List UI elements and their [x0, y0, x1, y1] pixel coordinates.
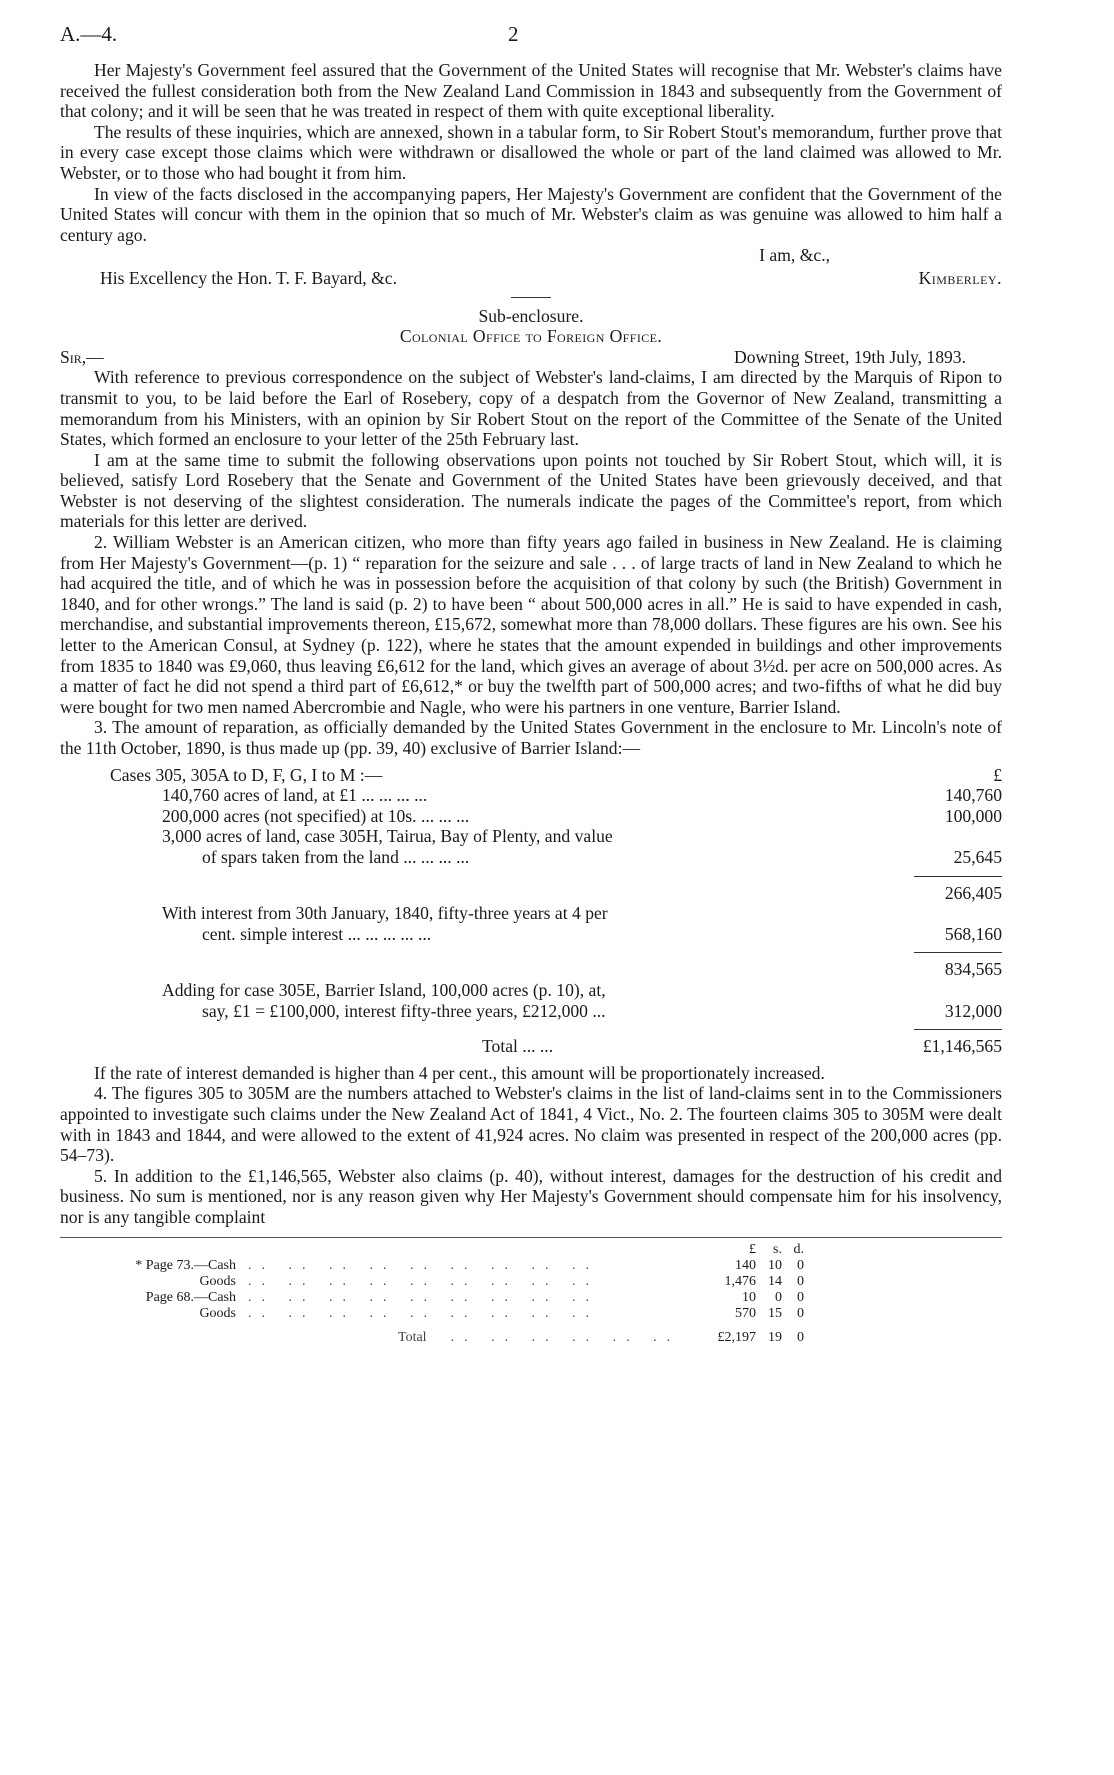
footnote-total-label-text: Total — [398, 1330, 427, 1346]
letter-body — [60, 60, 1002, 1227]
currency-symbol: £ — [993, 764, 1002, 785]
item-description: 140,760 acres of land, at £1 ... ... ... ... — [162, 785, 428, 806]
paragraph: Her Majesty's Government feel assured that the Government of the United States will recognise that Mr. Webster's claims have received the fullest consideration both from the New Zealand Land Commission in 1843 and subsequently from the Government of that colony; and it will be seen that he was treated in respect of them with quite exceptional liberality. — [60, 60, 1002, 122]
table-row — [110, 876, 1002, 903]
item-amount: 100,000 — [944, 805, 1002, 826]
valediction — [60, 245, 1002, 266]
pounds-header: £ — [749, 1242, 756, 1258]
item-description: 3,000 acres of land, case 305H, Tairua, Bay of Plenty, and value — [162, 826, 613, 847]
table-row — [110, 924, 1002, 945]
empty-cell — [914, 903, 1002, 924]
table-row — [110, 903, 1002, 924]
salutation: Sir,— — [60, 346, 104, 367]
salutation-row — [60, 347, 1002, 368]
table-row — [110, 1001, 1002, 1022]
reparation-account-table — [110, 765, 1002, 1057]
paragraph: 2. William Webster is an American citizen, who more than fifty years ago failed in business in New Zealand. He is claiming from Her Majesty's Government—(p. 1) “ reparation for the seizure and sale . . . of large tracts of land in New Zealand to which he had acquired the title, and of which he was in possession before the acquisition of that colony by such (the British) Government in 1840, and for other wrongs.” The land is said (p. 2) to have been “ about 500,000 acres in all.” He is said to have expended in cash, merchandise, and substantial improvements thereon, £15,672, somewhat more than 78,000 dollars. These figures are his own. See his letter to the American Consul, at Sydney (p. 122), where he states that the amount expended in buildings and other improvements from 1835 to 1840 was £9,060, thus leaving £6,612 for the land, which gives an average of about 3½d. per acre on 500,000 acres. As a matter of fact he did not spend a third part of £6,612,* or buy the twelfth part of 500,000 acres; and two-fifths of what he did buy were bought for two men named Abercrombie and Nagle, who were his partners in one venture, Barrier Island. — [60, 532, 1002, 717]
total-pence: 0 — [797, 1330, 804, 1346]
footnote-divider — [60, 1237, 1002, 1238]
empty-cell — [120, 1242, 248, 1258]
table-row — [110, 806, 1002, 827]
paragraph: In view of the facts disclosed in the accompanying papers, Her Majesty's Government are confident that the Government of the United States will concur with them in the opinion that so much of Mr. Webster's claim as was genuine was allowed to him half a century ago. — [60, 183, 1002, 245]
table-row — [110, 1030, 1002, 1057]
table-row — [120, 1274, 804, 1290]
subenclosure-title: Sub-enclosure. — [478, 305, 584, 326]
item-description: 200,000 acres (not specified) at 10s. ... ... ... — [162, 805, 470, 826]
total-amount: £1,146,565 — [914, 1030, 1002, 1057]
pence-value: 0 — [797, 1274, 804, 1290]
leader-dots: .. .. .. .. .. .. — [450, 1330, 681, 1346]
paragraph: 4. The figures 305 to 305M are the numbers attached to Webster's claims in the list of land-claims sent in to the Commissioners appointed to investigate such claims under the New Zealand Act of 1841, 4 Vict., No. 2. The fourteen claims 305 to 305M were dealt with in 1843 and 1844, and were allowed to the extent of 41,924 acres. No claim was presented in respect of the 200,000 acres (pp. 54–73). — [60, 1083, 1002, 1166]
leader-dots: .. .. .. .. .. .. .. .. .. — [248, 1274, 599, 1290]
item-amount: 140,760 — [944, 785, 1002, 806]
total-pounds: £2,197 — [717, 1330, 756, 1346]
footnote-label: * Page 73.—Cash — [135, 1258, 236, 1274]
shillings-header: s. — [773, 1242, 782, 1258]
empty-cell — [248, 1242, 708, 1258]
item-description: With interest from 30th January, 1840, fifty-three years at 4 per — [162, 903, 608, 924]
table-row — [110, 785, 1002, 806]
account-heading: Cases 305, 305A to D, F, G, I to M :— — [110, 764, 383, 785]
total-shillings: 19 — [768, 1330, 782, 1346]
page-number: 2 — [508, 22, 519, 46]
paragraph: I am at the same time to submit the following observations upon points not touched by Sir Robert Stout, which will, it is believed, satisfy Lord Rosebery that the Senate and Government of the United States have been grievously deceived, and that Webster is not deserving of the slightest consideration. The numerals indicate the pages of the Committee's report, from which materials for this letter are derived. — [60, 449, 1002, 532]
table-row — [110, 847, 1002, 868]
shillings-value: 10 — [768, 1258, 782, 1274]
footnote-total-label — [120, 1322, 248, 1346]
footnote-total-dots-cell — [248, 1322, 708, 1346]
pence-header: d. — [793, 1242, 804, 1258]
item-description: say, £1 = £100,000, interest fifty-three years, £212,000 ... — [202, 1000, 606, 1021]
table-row — [120, 1306, 804, 1322]
signature: Kimberley. — [918, 267, 1002, 288]
table-row — [110, 980, 1002, 1001]
shillings-value: 14 — [768, 1274, 782, 1290]
item-amount: 312,000 — [944, 1000, 1002, 1021]
footnote-label: Goods — [199, 1306, 236, 1322]
running-head — [60, 0, 1002, 60]
total-label: Total ... ... — [482, 1036, 554, 1057]
leader-dots: .. .. .. .. .. .. .. .. .. — [248, 1306, 599, 1322]
table-row — [110, 826, 1002, 847]
pounds-value: 570 — [735, 1306, 756, 1322]
valediction-text: I am, &c., — [759, 245, 830, 266]
paragraph: The results of these inquiries, which are annexed, shown in a tabular form, to Sir Robert Stout's memorandum, further prove that in every case except those claims which were withdrawn or disallowed the whole or part of the land claimed was allowed to Mr. Webster, or to those who had bought it from him. — [60, 121, 1002, 183]
document-reference: A.—4. — [60, 22, 118, 46]
shillings-value: 15 — [768, 1306, 782, 1322]
pence-value: 0 — [797, 1290, 804, 1306]
paragraph: 5. In addition to the £1,146,565, Webster also claims (p. 40), without interest, damages for the destruction of his credit and business. No sum is mentioned, nor is any reason given why Her Majesty's Government should compensate him for his insolvency, nor is any tangible complaint — [60, 1165, 1002, 1227]
spacer-row — [110, 1021, 1002, 1030]
pounds-value: 1,476 — [724, 1274, 756, 1290]
shillings-value: 0 — [775, 1290, 782, 1306]
item-description: Adding for case 305E, Barrier Island, 100,000 acres (p. 10), at, — [162, 979, 606, 1000]
item-amount: 25,645 — [953, 846, 1002, 867]
date-line: Downing Street, 19th July, 1893. — [734, 346, 966, 367]
footnote-table — [120, 1242, 804, 1346]
leader-dots: .. .. .. .. .. .. .. .. .. — [248, 1258, 599, 1274]
address-signature-row — [60, 268, 1002, 289]
section-divider — [511, 297, 551, 298]
paragraph: 3. The amount of reparation, as officially demanded by the United States Government in the enclosure to Mr. Lincoln's note of the 11th October, 1890, is thus made up (pp. 39, 40) exclusive of Barrier Island:— — [60, 717, 1002, 758]
pence-value: 0 — [797, 1258, 804, 1274]
item-description: cent. simple interest ... ... ... ... ... — [202, 923, 432, 944]
footnote-label: Goods — [199, 1274, 236, 1290]
pounds-value: 10 — [742, 1290, 756, 1306]
paragraph: If the rate of interest demanded is higher than 4 per cent., this amount will be proportionately increased. — [94, 1062, 825, 1083]
spacer-row — [110, 944, 1002, 953]
item-description: of spars taken from the land ... ... ... ... — [202, 846, 470, 867]
addressee: His Excellency the Hon. T. F. Bayard, &c. — [100, 267, 397, 288]
table-row — [110, 953, 1002, 980]
empty-cell — [110, 876, 914, 903]
subenclosure-heading: Colonial Office to Foreign Office. — [399, 326, 663, 347]
pounds-value: 140 — [735, 1258, 756, 1274]
leader-dots: .. .. .. .. .. .. .. .. .. — [248, 1290, 599, 1306]
empty-cell — [914, 826, 1002, 847]
table-row — [110, 765, 1002, 786]
table-row — [120, 1290, 804, 1306]
empty-cell — [914, 980, 1002, 1001]
table-row — [120, 1258, 804, 1274]
subtotal-amount: 834,565 — [914, 953, 1002, 980]
footnote-label: Page 68.—Cash — [145, 1290, 236, 1306]
pence-value: 0 — [797, 1306, 804, 1322]
subtotal-amount: 266,405 — [914, 876, 1002, 903]
item-amount: 568,160 — [944, 923, 1002, 944]
empty-cell — [110, 953, 914, 980]
footnote-total-row — [120, 1322, 804, 1346]
paragraph: With reference to previous correspondence on the subject of Webster's land-claims, I am directed by the Marquis of Ripon to transmit to you, to be laid before the Earl of Rosebery, copy of a despatch from the Governor of New Zealand, transmitting a memorandum from his Ministers, with an opinion by Sir Robert Stout on the report of the Committee of the Senate of the United States, which formed an enclosure to your letter of the 25th February last. — [60, 367, 1002, 450]
footnote-header-row — [120, 1242, 804, 1258]
spacer-row — [110, 868, 1002, 877]
